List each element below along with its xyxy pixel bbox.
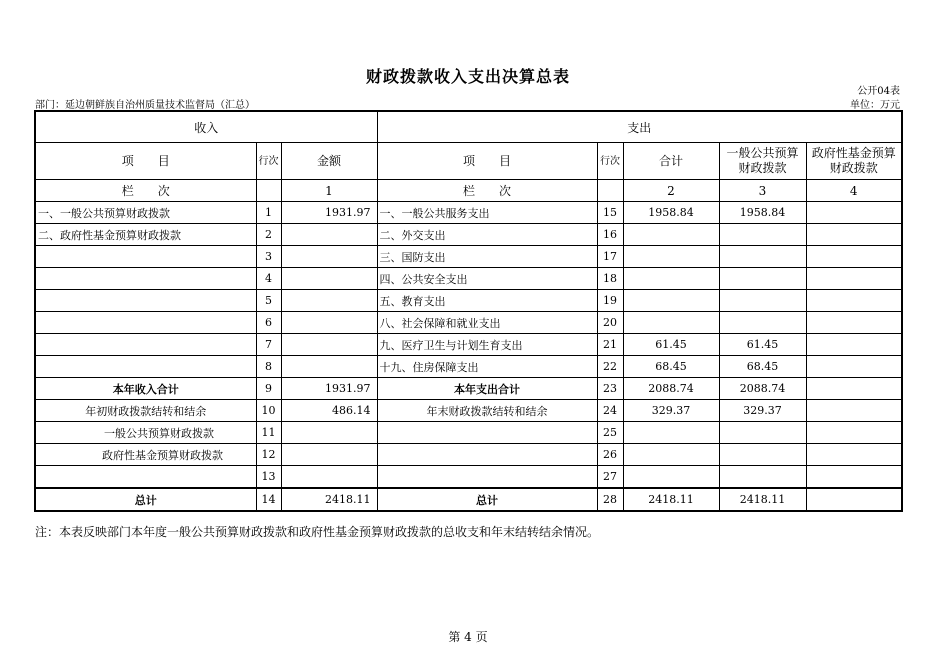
income-amount-cell <box>281 444 377 466</box>
expense-header: 支出 <box>377 111 902 143</box>
income-line-cell: 6 <box>256 312 281 334</box>
expense-item-cell: 九、医疗卫生与计划生育支出 <box>377 334 597 356</box>
column-index-blank <box>256 180 281 202</box>
expense-total-cell: 2088.74 <box>623 378 719 400</box>
expense-item-cell: 十九、住房保障支出 <box>377 356 597 378</box>
income-header: 收入 <box>35 111 377 143</box>
income-item-cell: 一、一般公共预算财政拨款 <box>35 202 256 224</box>
expense-fund-cell <box>806 444 902 466</box>
expense-item-cell: 一、一般公共服务支出 <box>377 202 597 224</box>
income-line-cell: 1 <box>256 202 281 224</box>
column-index-blank <box>597 180 623 202</box>
column-index-1: 1 <box>281 180 377 202</box>
table-row <box>35 400 902 422</box>
expense-fund-cell <box>806 202 902 224</box>
table-row <box>35 466 902 489</box>
department: 部门：延边朝鲜族自治州质量技术监督局（汇总） <box>35 100 255 111</box>
income-item-cell: 总计 <box>35 488 256 511</box>
table-row <box>35 356 902 378</box>
income-item-cell: 本年收入合计 <box>35 378 256 400</box>
expense-line-cell: 15 <box>597 202 623 224</box>
expense-line-cell: 23 <box>597 378 623 400</box>
income-line-cell: 3 <box>256 246 281 268</box>
expense-general-cell <box>719 422 806 444</box>
expense-total-cell <box>623 444 719 466</box>
expense-total-cell <box>623 224 719 246</box>
column-index-label: 栏 次 <box>35 180 256 202</box>
income-line-cell: 8 <box>256 356 281 378</box>
income-amount-cell <box>281 356 377 378</box>
expense-total-cell <box>623 268 719 290</box>
expense-fund-cell <box>806 400 902 422</box>
expense-item-cell: 二、外交支出 <box>377 224 597 246</box>
income-line-cell: 9 <box>256 378 281 400</box>
page-number: 第 4 页 <box>448 630 488 644</box>
expense-general-cell: 1958.84 <box>719 202 806 224</box>
column-index-4: 4 <box>806 180 902 202</box>
income-item-header: 项 目 <box>35 143 256 180</box>
expense-total-cell: 61.45 <box>623 334 719 356</box>
table-row <box>35 444 902 466</box>
income-item-cell <box>35 334 256 356</box>
budget-table <box>34 110 903 512</box>
income-item-cell <box>35 466 256 489</box>
income-amount-cell: 486.14 <box>281 400 377 422</box>
income-amount-cell <box>281 334 377 356</box>
expense-line-cell: 22 <box>597 356 623 378</box>
expense-line-cell: 19 <box>597 290 623 312</box>
expense-fund-cell <box>806 422 902 444</box>
income-line-cell: 11 <box>256 422 281 444</box>
expense-item-header: 项 目 <box>377 143 597 180</box>
column-index-2: 2 <box>623 180 719 202</box>
expense-general-cell: 68.45 <box>719 356 806 378</box>
expense-item-cell: 本年支出合计 <box>377 378 597 400</box>
income-item-cell <box>35 290 256 312</box>
expense-general-cell: 329.37 <box>719 400 806 422</box>
table-row <box>35 224 902 246</box>
income-line-cell: 5 <box>256 290 281 312</box>
expense-total-cell <box>623 290 719 312</box>
income-item-cell <box>35 312 256 334</box>
expense-fund-cell <box>806 378 902 400</box>
table-row <box>35 488 902 511</box>
table-row <box>35 268 902 290</box>
table-row <box>35 312 902 334</box>
expense-total-cell <box>623 246 719 268</box>
fund-header: 政府性基金预算财政拨款 <box>806 143 902 180</box>
income-amount-cell: 2418.11 <box>281 488 377 511</box>
expense-general-cell: 61.45 <box>719 334 806 356</box>
unit: 单位：万元 <box>850 100 900 111</box>
expense-fund-cell <box>806 312 902 334</box>
table-row <box>35 290 902 312</box>
expense-fund-cell <box>806 488 902 511</box>
expense-total-cell: 329.37 <box>623 400 719 422</box>
income-line-cell: 7 <box>256 334 281 356</box>
expense-general-cell <box>719 246 806 268</box>
expense-general-cell: 2418.11 <box>719 488 806 511</box>
income-amount-cell <box>281 246 377 268</box>
expense-line-cell: 27 <box>597 466 623 489</box>
expense-fund-cell <box>806 290 902 312</box>
amount-header: 金额 <box>281 143 377 180</box>
income-amount-cell <box>281 422 377 444</box>
expense-item-cell: 总计 <box>377 488 597 511</box>
expense-line-cell: 24 <box>597 400 623 422</box>
income-line-cell: 12 <box>256 444 281 466</box>
income-item-cell: 二、政府性基金预算财政拨款 <box>35 224 256 246</box>
expense-item-cell: 年末财政拨款结转和结余 <box>377 400 597 422</box>
income-amount-cell <box>281 290 377 312</box>
income-amount-cell: 1931.97 <box>281 202 377 224</box>
table-row <box>35 246 902 268</box>
expense-line-cell: 18 <box>597 268 623 290</box>
expense-item-cell: 三、国防支出 <box>377 246 597 268</box>
expense-general-cell <box>719 224 806 246</box>
expense-fund-cell <box>806 246 902 268</box>
expense-line-header: 行次 <box>597 143 623 180</box>
income-amount-cell <box>281 268 377 290</box>
expense-line-cell: 16 <box>597 224 623 246</box>
income-item-cell <box>35 268 256 290</box>
expense-general-cell <box>719 290 806 312</box>
expense-fund-cell <box>806 224 902 246</box>
expense-line-cell: 17 <box>597 246 623 268</box>
page-title: 财政拨款收入支出决算总表 <box>365 67 570 86</box>
expense-total-cell: 2418.11 <box>623 488 719 511</box>
table-row <box>35 202 902 224</box>
expense-general-cell <box>719 268 806 290</box>
expense-fund-cell <box>806 334 902 356</box>
income-amount-cell <box>281 466 377 489</box>
income-item-cell: 政府性基金预算财政拨款 <box>35 444 256 466</box>
income-amount-cell <box>281 312 377 334</box>
income-item-cell <box>35 356 256 378</box>
expense-fund-cell <box>806 268 902 290</box>
expense-fund-cell <box>806 466 902 489</box>
expense-item-cell <box>377 466 597 489</box>
income-item-cell: 年初财政拨款结转和结余 <box>35 400 256 422</box>
expense-line-cell: 25 <box>597 422 623 444</box>
table-row <box>35 422 902 444</box>
expense-total-cell <box>623 312 719 334</box>
income-line-cell: 14 <box>256 488 281 511</box>
expense-item-cell: 四、公共安全支出 <box>377 268 597 290</box>
income-item-cell <box>35 246 256 268</box>
total-header: 合计 <box>623 143 719 180</box>
income-line-header: 行次 <box>256 143 281 180</box>
expense-item-cell: 五、教育支出 <box>377 290 597 312</box>
expense-item-cell <box>377 422 597 444</box>
income-amount-cell <box>281 224 377 246</box>
income-amount-cell: 1931.97 <box>281 378 377 400</box>
income-line-cell: 13 <box>256 466 281 489</box>
expense-total-cell: 1958.84 <box>623 202 719 224</box>
expense-general-cell <box>719 466 806 489</box>
expense-total-cell <box>623 422 719 444</box>
expense-line-cell: 20 <box>597 312 623 334</box>
expense-general-cell <box>719 312 806 334</box>
expense-line-cell: 21 <box>597 334 623 356</box>
income-line-cell: 2 <box>256 224 281 246</box>
expense-line-cell: 26 <box>597 444 623 466</box>
expense-total-cell: 68.45 <box>623 356 719 378</box>
table-row <box>35 334 902 356</box>
expense-total-cell <box>623 466 719 489</box>
form-code: 公开04表 <box>857 86 900 97</box>
expense-item-cell <box>377 444 597 466</box>
income-item-cell: 一般公共预算财政拨款 <box>35 422 256 444</box>
income-line-cell: 4 <box>256 268 281 290</box>
expense-general-cell <box>719 444 806 466</box>
table-row <box>35 378 902 400</box>
footnote: 注：本表反映部门本年度一般公共预算财政拨款和政府性基金预算财政拨款的总收支和年末结转结余情况。 <box>35 525 600 539</box>
column-index-label-expense: 栏 次 <box>377 180 597 202</box>
general-header: 一般公共预算财政拨款 <box>719 143 806 180</box>
expense-line-cell: 28 <box>597 488 623 511</box>
expense-general-cell: 2088.74 <box>719 378 806 400</box>
expense-fund-cell <box>806 356 902 378</box>
column-index-3: 3 <box>719 180 806 202</box>
income-line-cell: 10 <box>256 400 281 422</box>
expense-item-cell: 八、社会保障和就业支出 <box>377 312 597 334</box>
